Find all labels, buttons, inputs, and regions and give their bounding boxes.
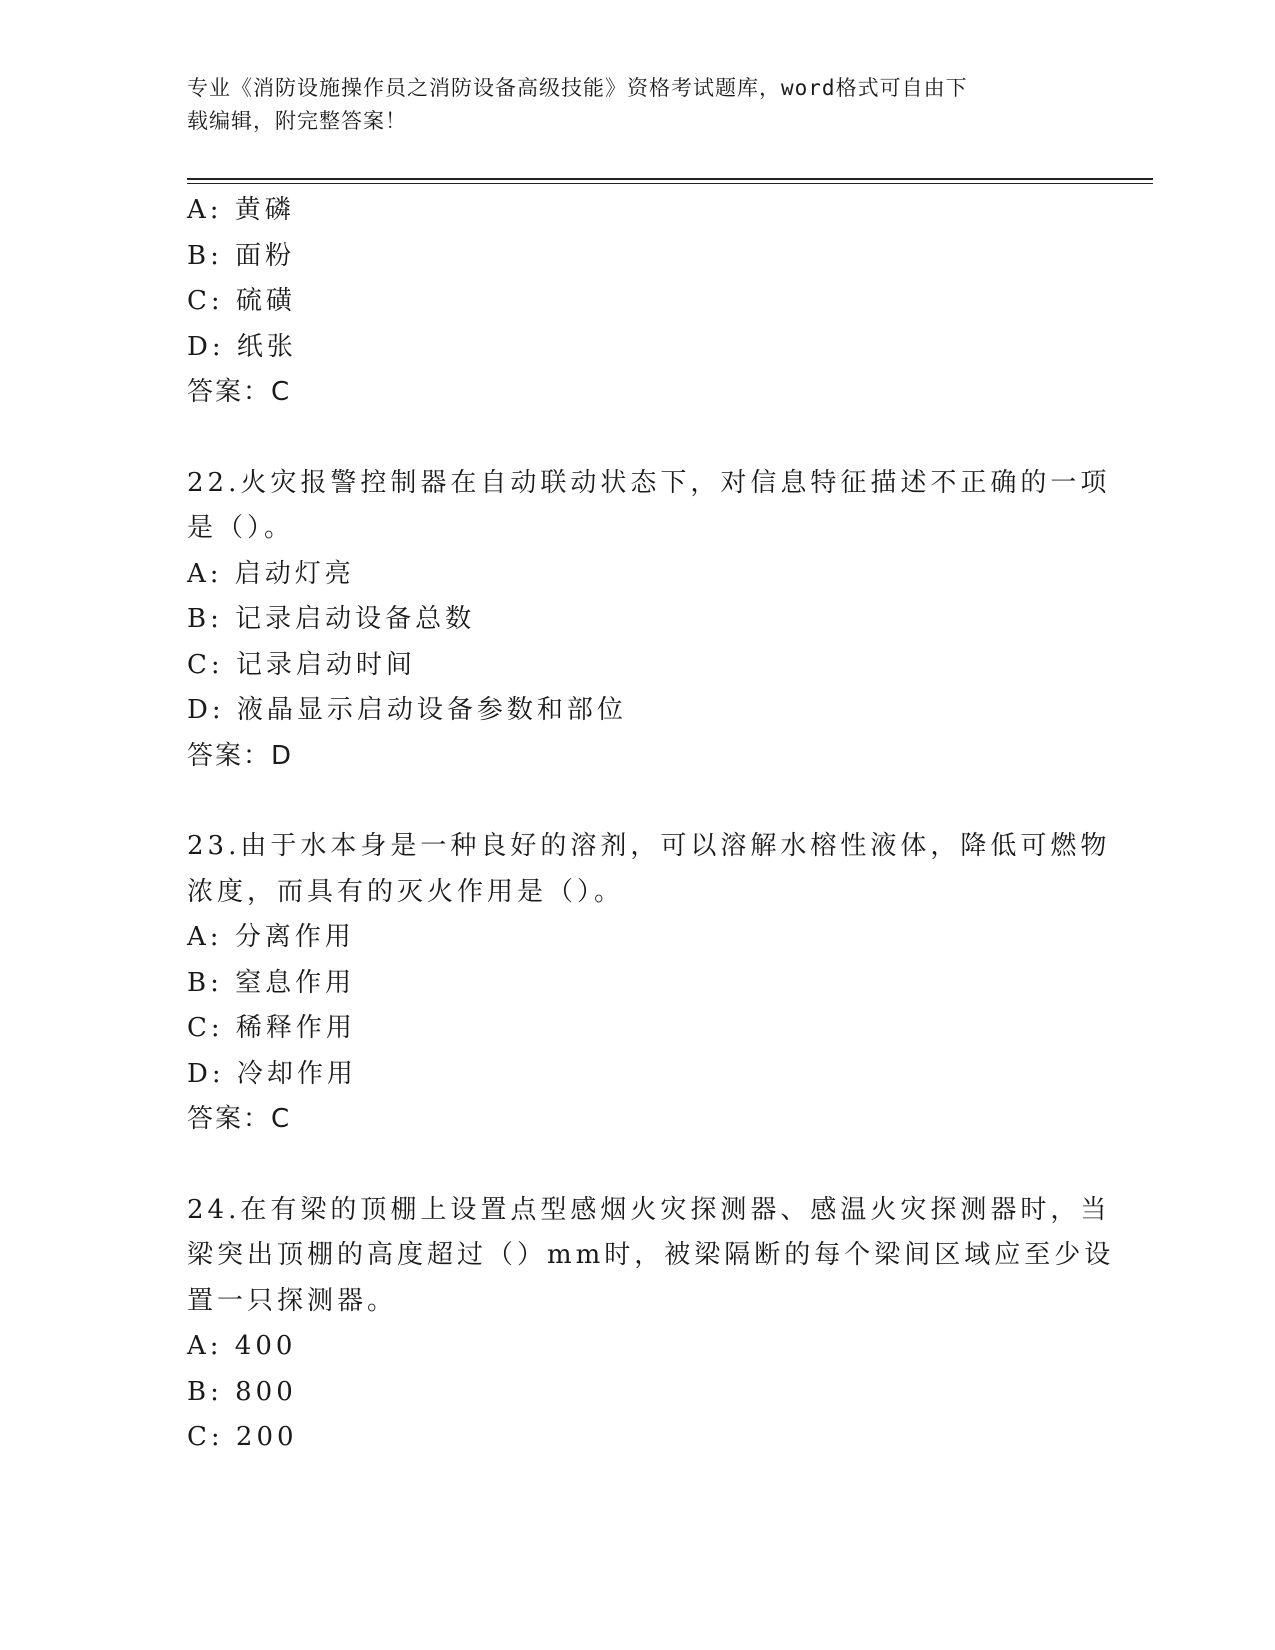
option-b: B: 记录启动设备总数 bbox=[187, 604, 476, 634]
question-21 bbox=[187, 188, 1087, 416]
option-c: C: 记录启动时间 bbox=[187, 649, 416, 680]
question-23 bbox=[187, 824, 1111, 1143]
question-stem-cont: 是（）。 bbox=[187, 513, 295, 543]
question-stem: 22.火灾报警控制器在自动联动状态下，对信息特征描述不正确的一项 bbox=[187, 467, 1111, 498]
option-d: D: 纸张 bbox=[187, 331, 297, 362]
spacer bbox=[187, 779, 1087, 824]
option-a: A: 启动灯亮 bbox=[187, 558, 355, 589]
option-b: B: 面粉 bbox=[187, 240, 296, 271]
answer-line: 答案：C bbox=[187, 377, 292, 407]
option-a: A: 400 bbox=[187, 1331, 297, 1361]
answer-line: 答案：D bbox=[187, 740, 294, 771]
spacer bbox=[187, 1143, 1087, 1188]
option-c: C: 稀释作用 bbox=[187, 1013, 356, 1043]
option-b: B: 窒息作用 bbox=[187, 967, 356, 998]
option-d: D: 冷却作用 bbox=[187, 1058, 357, 1089]
answer-line: 答案：C bbox=[187, 1104, 292, 1134]
spacer bbox=[187, 416, 1087, 461]
header-rule-thin bbox=[187, 183, 1153, 184]
option-c: C: 硫磺 bbox=[187, 286, 296, 316]
option-d: D: 液晶显示启动设备参数和部位 bbox=[187, 695, 627, 725]
document-header bbox=[187, 72, 1067, 138]
question-stem: 24.在有梁的顶棚上设置点型感烟火灾探测器、感温火灾探测器时，当 bbox=[187, 1194, 1111, 1225]
question-stem: 23.由于水本身是一种良好的溶剂，可以溶解水榕性液体，降低可燃物 bbox=[187, 831, 1111, 861]
question-list bbox=[187, 188, 1115, 1461]
header-line-1: 专业《消防设施操作员之消防设备高级技能》资格考试题库，word格式可自由下 bbox=[187, 76, 968, 100]
option-b: B: 800 bbox=[187, 1376, 297, 1407]
question-stem-cont: 置一只探测器。 bbox=[187, 1285, 398, 1316]
question-stem-cont: 浓度，而具有的灭火作用是（）。 bbox=[187, 876, 625, 907]
header-rule-thick bbox=[187, 178, 1153, 180]
option-a: A: 分离作用 bbox=[187, 922, 355, 952]
question-22 bbox=[187, 461, 1111, 780]
question-stem-cont: 梁突出顶棚的高度超过（）mm时，被梁隔断的每个梁间区域应至少设 bbox=[187, 1240, 1115, 1270]
header-line-2: 载编辑，附完整答案！ bbox=[187, 109, 407, 133]
question-24 bbox=[187, 1188, 1115, 1461]
option-c: C: 200 bbox=[187, 1422, 298, 1452]
option-a: A: 黄磷 bbox=[187, 195, 295, 225]
